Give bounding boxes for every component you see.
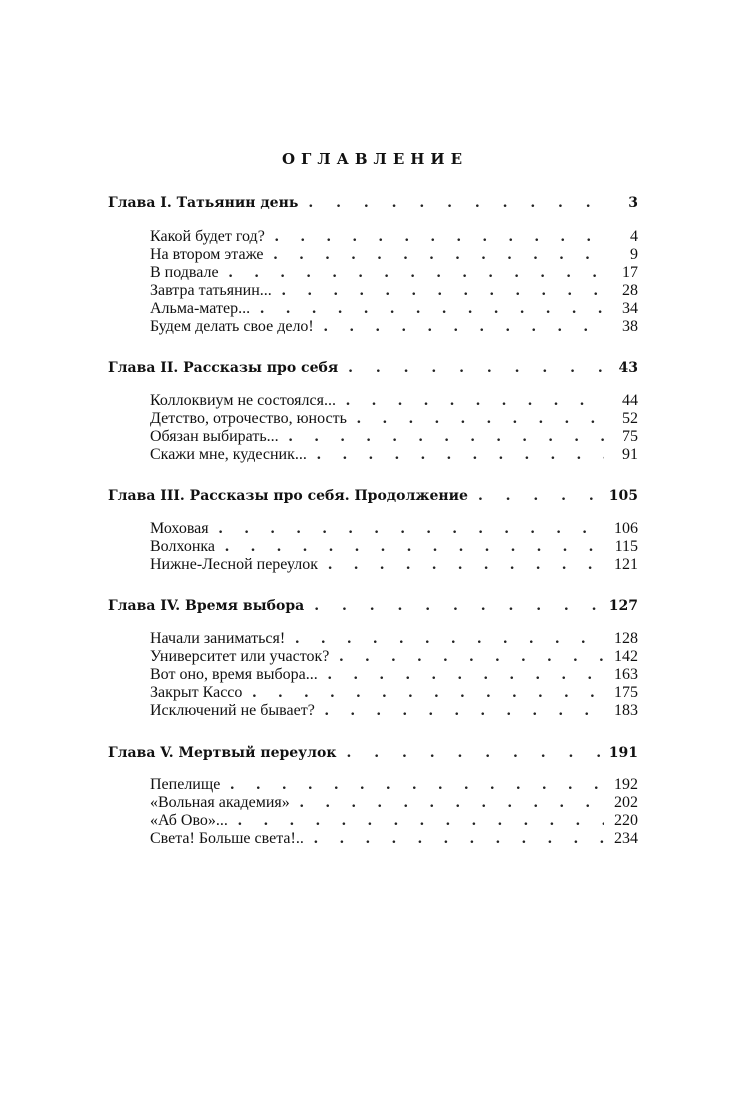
dot-leader bbox=[289, 428, 604, 446]
toc-chapter bbox=[108, 598, 638, 614]
section-title: Исключений не бывает? bbox=[150, 702, 315, 719]
toc-section bbox=[150, 446, 638, 464]
dot-leader bbox=[324, 318, 604, 336]
section-title: На втором этаже bbox=[150, 246, 264, 263]
toc-section bbox=[150, 264, 638, 282]
section-title: Пепелище bbox=[150, 776, 221, 793]
dot-leader bbox=[339, 648, 604, 666]
page-number: 234 bbox=[614, 830, 638, 847]
page-number: 163 bbox=[614, 666, 638, 683]
toc-section bbox=[150, 392, 638, 410]
section-title: Начали заниматься! bbox=[150, 630, 286, 647]
page-number: 142 bbox=[614, 648, 638, 665]
page-number: 75 bbox=[622, 428, 638, 445]
page-number: 128 bbox=[614, 630, 638, 647]
toc-section bbox=[150, 630, 638, 648]
dot-leader bbox=[346, 392, 604, 410]
page-number: 106 bbox=[614, 520, 638, 537]
page-number: 38 bbox=[622, 318, 638, 335]
toc-section bbox=[150, 776, 638, 794]
dot-leader bbox=[308, 195, 604, 211]
toc-section bbox=[150, 282, 638, 300]
section-title: Завтра татьянин... bbox=[150, 282, 272, 299]
dot-leader bbox=[229, 264, 604, 282]
section-title: Университет или участок? bbox=[150, 648, 330, 665]
dot-leader bbox=[252, 684, 604, 702]
dot-leader bbox=[238, 812, 604, 830]
toc-section bbox=[150, 246, 638, 264]
toc-chapter bbox=[108, 360, 638, 376]
dot-leader bbox=[317, 446, 604, 464]
page-number: 28 bbox=[622, 282, 638, 299]
toc-section bbox=[150, 830, 638, 848]
toc-section bbox=[150, 684, 638, 702]
dot-leader bbox=[348, 360, 604, 376]
toc-section bbox=[150, 812, 638, 830]
section-title: «Аб Ово»... bbox=[150, 812, 228, 829]
toc-section bbox=[150, 538, 638, 556]
page-number: 191 bbox=[608, 745, 638, 761]
page-number: 127 bbox=[608, 598, 638, 614]
toc-section bbox=[150, 300, 638, 318]
page-number: 202 bbox=[614, 794, 638, 811]
page-number: 52 bbox=[622, 410, 638, 427]
page-number: 3 bbox=[628, 195, 638, 211]
dot-leader bbox=[328, 556, 604, 574]
dot-leader bbox=[274, 246, 604, 264]
section-title: Нижне-Лесной переулок bbox=[150, 556, 319, 573]
page-number: 175 bbox=[614, 684, 638, 701]
section-title: Вот оно, время выбора... bbox=[150, 666, 318, 683]
toc-chapter bbox=[108, 488, 638, 504]
toc-section bbox=[150, 794, 638, 812]
page-number: 34 bbox=[622, 300, 638, 317]
chapter-title: Глава V. Мертвый переулок bbox=[108, 745, 337, 761]
toc-title: ОГЛАВЛЕНИЕ bbox=[281, 150, 469, 168]
toc-section bbox=[150, 556, 638, 574]
section-title: Будем делать свое дело! bbox=[150, 318, 314, 335]
dot-leader bbox=[282, 282, 604, 300]
page-number: 4 bbox=[630, 228, 638, 245]
chapter-title: Глава IV. Время выбора bbox=[108, 598, 305, 614]
page-number: 121 bbox=[614, 556, 638, 573]
section-title: Обязан выбирать... bbox=[150, 428, 279, 445]
toc-section bbox=[150, 666, 638, 684]
toc-section bbox=[150, 520, 638, 538]
toc-chapter bbox=[108, 195, 638, 211]
page-number: 44 bbox=[622, 392, 638, 409]
page-number: 9 bbox=[630, 246, 638, 263]
section-title: Скажи мне, кудесник... bbox=[150, 446, 307, 463]
toc-section bbox=[150, 428, 638, 446]
dot-leader bbox=[225, 538, 604, 556]
dot-leader bbox=[314, 830, 604, 848]
dot-leader bbox=[314, 598, 601, 614]
section-title: Какой будет год? bbox=[150, 228, 265, 245]
chapter-title: Глава I. Татьянин день bbox=[108, 195, 299, 211]
section-title: Света! Больше света!.. bbox=[150, 830, 304, 847]
dot-leader bbox=[219, 520, 604, 538]
toc-section bbox=[150, 410, 638, 428]
page-number: 192 bbox=[614, 776, 638, 793]
chapter-title: Глава III. Рассказы про себя. Продолжение bbox=[108, 488, 468, 504]
dot-leader bbox=[478, 488, 601, 504]
dot-leader bbox=[328, 666, 604, 684]
page-number: 220 bbox=[614, 812, 638, 829]
toc-chapter bbox=[108, 745, 638, 761]
page-number: 17 bbox=[622, 264, 638, 281]
section-title: Детство, отрочество, юность bbox=[150, 410, 347, 427]
section-title: Закрыт Кассо bbox=[150, 684, 243, 701]
page-number: 183 bbox=[614, 702, 638, 719]
dot-leader bbox=[346, 745, 600, 761]
toc-section bbox=[150, 648, 638, 666]
toc-section bbox=[150, 318, 638, 336]
section-title: Коллоквиум не состоялся... bbox=[150, 392, 336, 409]
page-number: 43 bbox=[618, 360, 638, 376]
dot-leader bbox=[230, 776, 604, 794]
section-title: Моховая bbox=[150, 520, 209, 537]
dot-leader bbox=[275, 228, 604, 246]
section-title: «Вольная академия» bbox=[150, 794, 290, 811]
section-title: Волхонка bbox=[150, 538, 216, 555]
chapter-title: Глава II. Рассказы про себя bbox=[108, 360, 339, 376]
dot-leader bbox=[325, 702, 604, 720]
dot-leader bbox=[300, 794, 604, 812]
toc-section bbox=[150, 702, 638, 720]
section-title: В подвале bbox=[150, 264, 219, 281]
page-number: 91 bbox=[622, 446, 638, 463]
section-title: Альма-матер... bbox=[150, 300, 251, 317]
dot-leader bbox=[260, 300, 604, 318]
toc-section bbox=[150, 228, 638, 246]
dot-leader bbox=[295, 630, 604, 648]
page-number: 115 bbox=[614, 538, 638, 555]
dot-leader bbox=[357, 410, 604, 428]
page-number: 105 bbox=[608, 488, 638, 504]
